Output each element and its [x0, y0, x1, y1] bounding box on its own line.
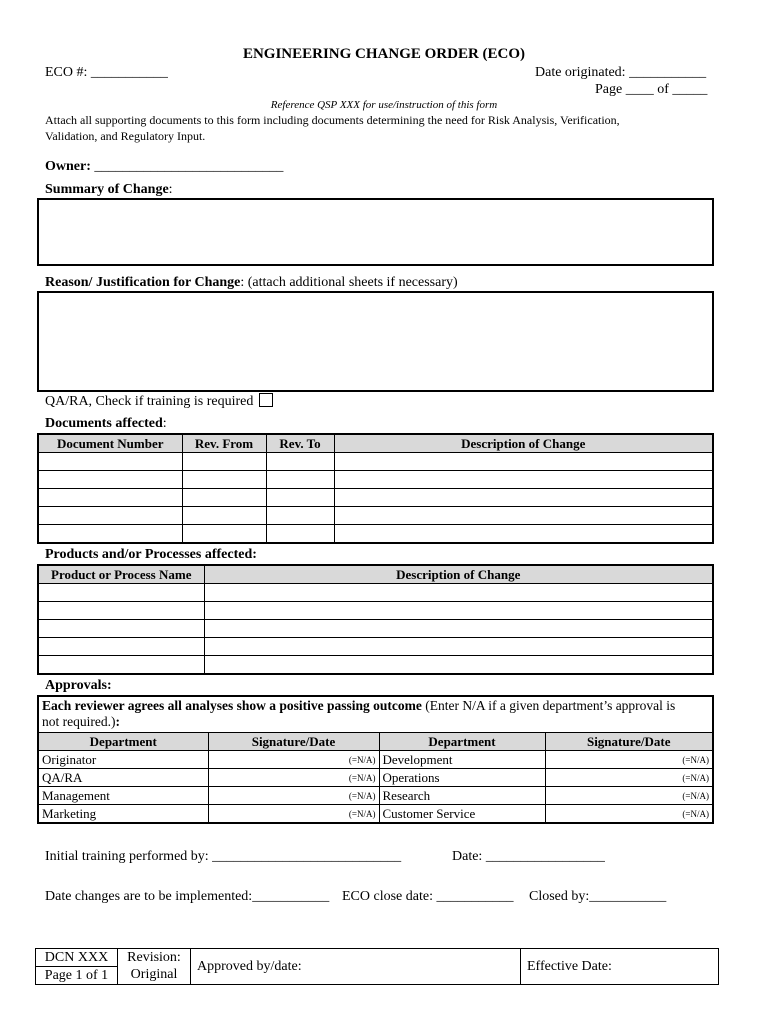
- products-label: Products and/or Processes affected:: [45, 547, 257, 562]
- documents-header-row: [38, 434, 713, 453]
- col-description: Description of Change: [334, 434, 713, 453]
- reason-textarea[interactable]: [37, 291, 714, 392]
- signature-management[interactable]: (=N/A): [208, 787, 379, 805]
- approval-row-marketing: [38, 805, 713, 824]
- department-originator: Originator: [38, 751, 208, 769]
- attach-instructions-line2: Validation, and Regulatory Input.: [45, 129, 206, 143]
- approval-row-management: [38, 787, 713, 805]
- table-cell[interactable]: [38, 525, 182, 544]
- training-check-label: QA/RA, Check if training is required: [45, 394, 254, 409]
- signature-marketing[interactable]: (=N/A): [208, 805, 379, 824]
- summary-heading: Summary of Change:: [45, 182, 173, 197]
- department-research: Research: [379, 787, 545, 805]
- department-customer-service: Customer Service: [379, 805, 545, 824]
- table-cell[interactable]: [204, 656, 713, 675]
- summary-label: Summary of Change: [45, 182, 169, 197]
- signature-operations[interactable]: (=N/A): [545, 769, 713, 787]
- col-department-left: Department: [38, 733, 208, 751]
- documents-heading: Documents affected:: [45, 416, 167, 431]
- table-row[interactable]: [38, 489, 713, 507]
- owner-blank[interactable]: ___________________________: [90, 159, 284, 174]
- table-cell[interactable]: [38, 507, 182, 525]
- products-header-row: [38, 565, 713, 584]
- col-rev-from: Rev. From: [182, 434, 266, 453]
- signature-customer-service[interactable]: (=N/A): [545, 805, 713, 824]
- revision-label: Revision:: [118, 949, 191, 967]
- training-required-checkbox[interactable]: [259, 393, 273, 407]
- table-cell[interactable]: [182, 507, 266, 525]
- products-table: [37, 564, 714, 675]
- table-cell[interactable]: [266, 489, 334, 507]
- reason-label: Reason/ Justification for Change: [45, 275, 241, 290]
- table-cell[interactable]: [334, 507, 713, 525]
- table-cell[interactable]: [38, 471, 182, 489]
- table-row[interactable]: [38, 507, 713, 525]
- closed-by-field[interactable]: Closed by:___________: [529, 889, 667, 904]
- table-cell[interactable]: [266, 471, 334, 489]
- reason-heading: [45, 275, 458, 291]
- col-department-right: Department: [379, 733, 545, 751]
- department-management: Management: [38, 787, 208, 805]
- form-title: ENGINEERING CHANGE ORDER (ECO): [242, 46, 526, 62]
- documents-table: [37, 433, 714, 544]
- table-cell[interactable]: [38, 584, 204, 602]
- table-cell[interactable]: [182, 525, 266, 544]
- implementation-date-field[interactable]: Date changes are to be implemented:___________: [45, 889, 330, 904]
- table-cell[interactable]: [182, 489, 266, 507]
- table-cell[interactable]: [334, 525, 713, 544]
- table-cell[interactable]: [182, 453, 266, 471]
- table-cell[interactable]: [266, 507, 334, 525]
- table-cell[interactable]: [38, 620, 204, 638]
- col-signature-left: Signature/Date: [208, 733, 379, 751]
- training-check-row: [45, 393, 273, 410]
- table-cell[interactable]: [204, 584, 713, 602]
- dcn-number: DCN XXX: [36, 949, 118, 967]
- table-cell[interactable]: [182, 471, 266, 489]
- signature-research[interactable]: (=N/A): [545, 787, 713, 805]
- table-row[interactable]: [38, 525, 713, 544]
- eco-number-field[interactable]: ECO #: ___________: [45, 65, 168, 80]
- table-cell[interactable]: [266, 525, 334, 544]
- table-cell[interactable]: [204, 638, 713, 656]
- signature-development[interactable]: (=N/A): [545, 751, 713, 769]
- table-cell[interactable]: [334, 471, 713, 489]
- approvals-statement: Each reviewer agrees all analyses show a positive passing outcome (Enter N/A if a given department’s approval is not required.):: [38, 696, 713, 733]
- col-rev-to: Rev. To: [266, 434, 334, 453]
- table-cell[interactable]: [204, 620, 713, 638]
- signature-originator[interactable]: (=N/A): [208, 751, 379, 769]
- owner-field[interactable]: [45, 159, 283, 175]
- table-cell[interactable]: [334, 453, 713, 471]
- approvals-label: Approvals:: [45, 678, 112, 693]
- approval-row-qara: [38, 769, 713, 787]
- table-cell[interactable]: [204, 602, 713, 620]
- documents-label: Documents affected: [45, 416, 163, 431]
- table-cell[interactable]: [38, 656, 204, 675]
- table-row[interactable]: [38, 638, 713, 656]
- date-originated-field[interactable]: Date originated: ___________: [535, 65, 707, 80]
- page-number-field[interactable]: Page ____ of _____: [595, 82, 708, 97]
- initial-training-field[interactable]: Initial training performed by: ___________________________: [45, 849, 402, 864]
- table-row[interactable]: [38, 584, 713, 602]
- department-marketing: Marketing: [38, 805, 208, 824]
- revision-value: Original: [118, 967, 191, 985]
- col-product-description: Description of Change: [204, 565, 713, 584]
- attach-instructions-line1: Attach all supporting documents to this form including documents determining the need for Risk Analysis, Verification,: [45, 113, 620, 127]
- summary-textarea[interactable]: [37, 198, 714, 266]
- page-of-pages: Page 1 of 1: [36, 967, 118, 985]
- table-cell[interactable]: [38, 602, 204, 620]
- eco-close-date-field[interactable]: ECO close date: ___________: [342, 889, 514, 904]
- approved-by-date[interactable]: Approved by/date:: [191, 949, 521, 985]
- col-document-number: Document Number: [38, 434, 182, 453]
- table-row[interactable]: [38, 620, 713, 638]
- approvals-statement-row: [38, 696, 713, 733]
- table-cell[interactable]: [38, 489, 182, 507]
- approval-row-originator: [38, 751, 713, 769]
- department-development: Development: [379, 751, 545, 769]
- table-cell[interactable]: [38, 638, 204, 656]
- table-cell[interactable]: [38, 453, 182, 471]
- table-row[interactable]: [38, 471, 713, 489]
- owner-label: Owner:: [45, 159, 91, 174]
- table-cell[interactable]: [334, 489, 713, 507]
- department-operations: Operations: [379, 769, 545, 787]
- approvals-table: [37, 695, 714, 824]
- table-row[interactable]: [38, 656, 713, 675]
- reason-note: : (attach additional sheets if necessary): [240, 275, 458, 290]
- table-row[interactable]: [38, 453, 713, 471]
- table-cell[interactable]: [266, 453, 334, 471]
- document-control-table: [35, 948, 719, 985]
- department-qara: QA/RA: [38, 769, 208, 787]
- signature-qara[interactable]: (=N/A): [208, 769, 379, 787]
- approvals-header-row: [38, 733, 713, 751]
- effective-date[interactable]: Effective Date:: [521, 949, 719, 985]
- reference-note: Reference QSP XXX for use/instruction of this form: [270, 99, 498, 111]
- training-date-field[interactable]: Date: _________________: [452, 849, 605, 864]
- table-row[interactable]: [38, 602, 713, 620]
- col-signature-right: Signature/Date: [545, 733, 713, 751]
- col-product-name: Product or Process Name: [38, 565, 204, 584]
